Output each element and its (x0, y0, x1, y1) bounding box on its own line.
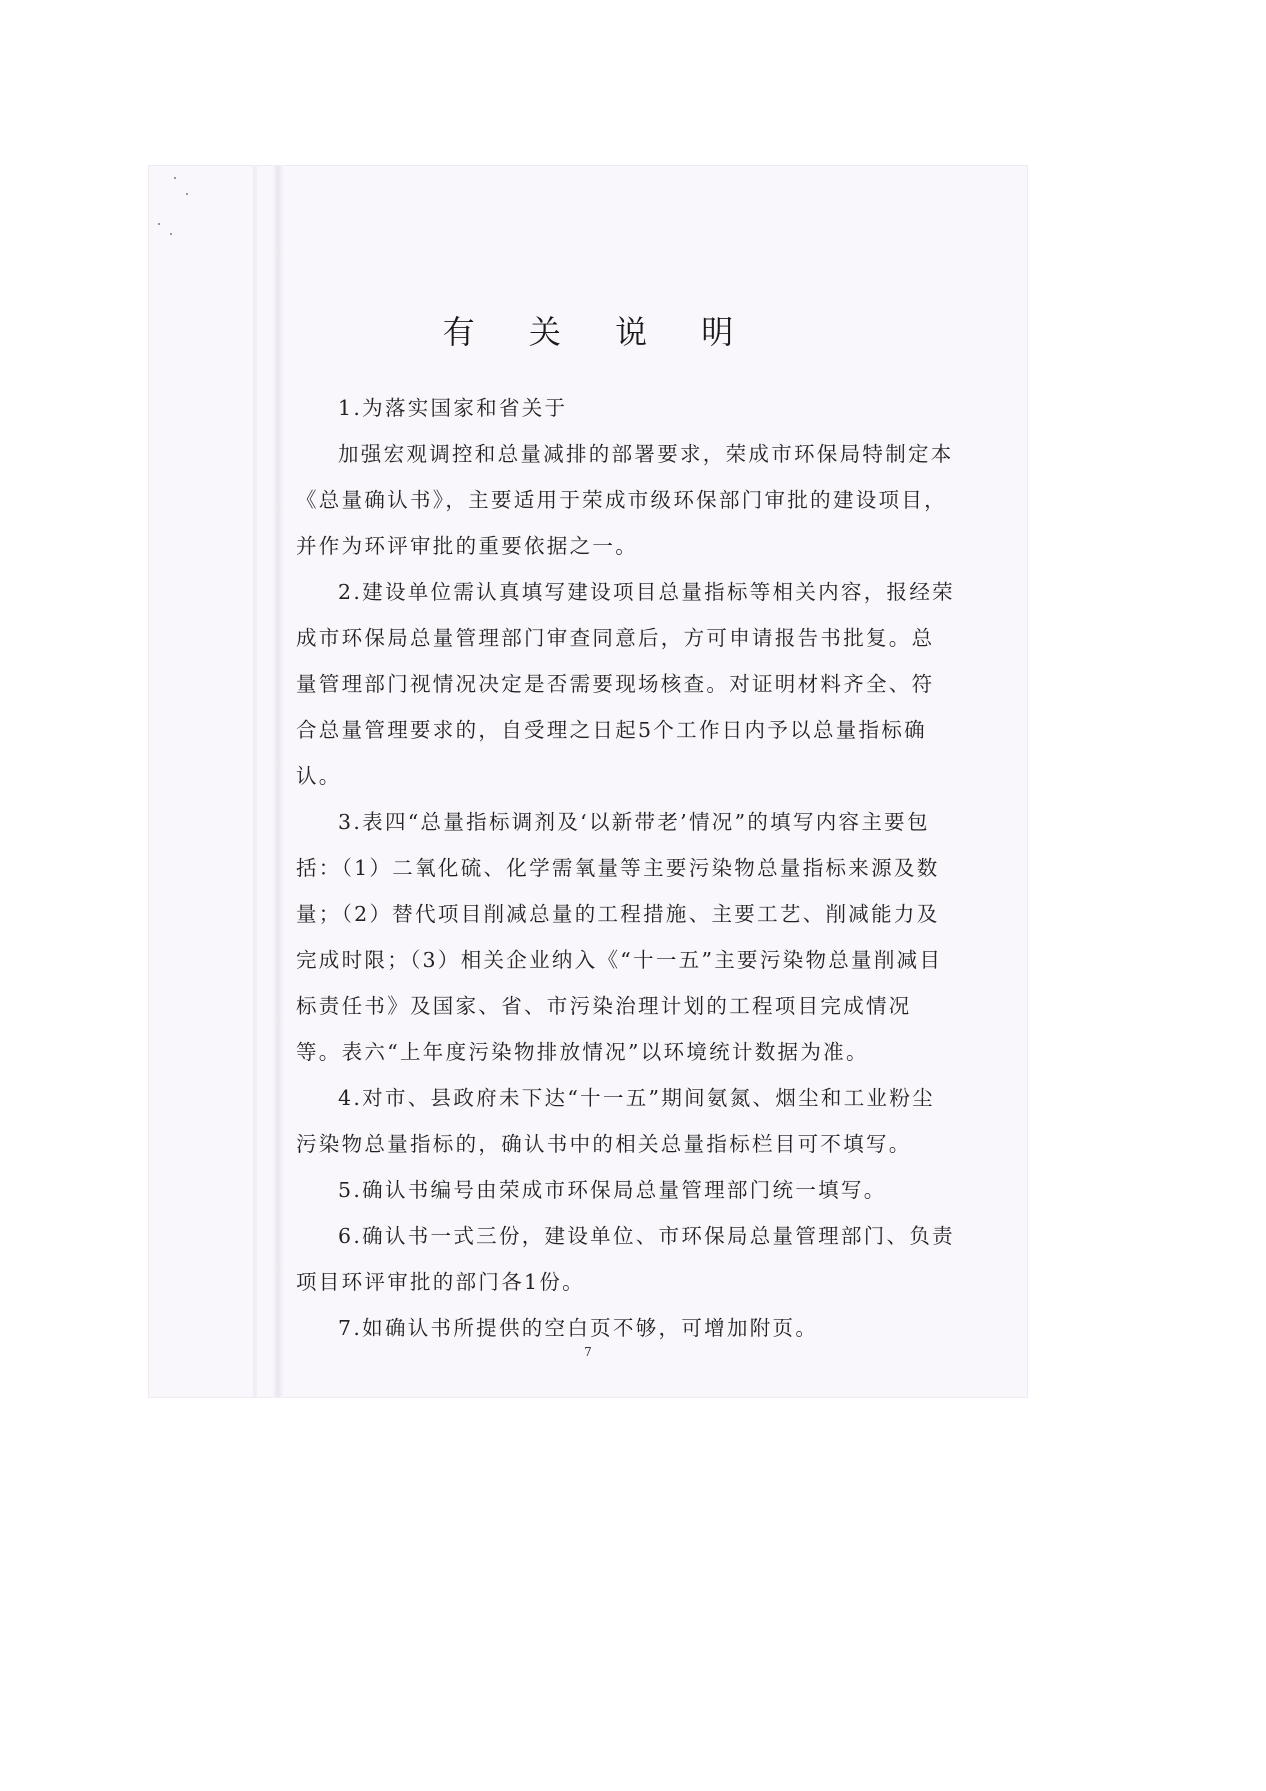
paragraph-2: 2.建设单位需认真填写建设项目总量指标等相关内容，报经荣成市环保局总量管理部门审查同意后，方可申请报告书批复。总量管理部门视情况决定是否需要现场核查。对证明材料齐全、符合总量管理要求的，自受理之日起5个工作日内予以总量指标确认。 (296, 580, 955, 788)
scan-speck (174, 177, 176, 179)
page-number: 7 (584, 1345, 592, 1359)
paragraph-1-continued: 加强宏观调控和总量减排的部署要求，荣成市环保局特制定本《总量确认书》，主要适用于荣成市级环保部门审批的建设项目，并作为环评审批的重要依据之一。 (296, 442, 954, 558)
scanned-page (148, 165, 1028, 1398)
paragraph-5: 5.确认书编号由荣成市环保局总量管理部门统一填写。 (338, 1178, 887, 1202)
paragraph-7: 7.如确认书所提供的空白页不够，可增加附页。 (338, 1316, 819, 1340)
document-title: 有 关 说 明 (442, 313, 756, 351)
paragraph-1: 1.为落实国家和省关于 (338, 396, 568, 420)
scan-speck (186, 193, 188, 195)
scan-speck (158, 223, 160, 225)
paragraph-4: 4.对市、县政府未下达“十一五”期间氨氮、烟尘和工业粉尘污染物总量指标的，确认书中的相关总量指标栏目可不填写。 (296, 1086, 935, 1156)
document-body (296, 385, 956, 1351)
paragraph-3: 3.表四“总量指标调剂及‘以新带老’情况”的填写内容主要包括：（1）二氧化硫、化学需氧量等主要污染物总量指标来源及数量；（2）替代项目削减总量的工程措施、主要工艺、削减能力及完成时限；（3）相关企业纳入《“十一五”主要污染物总量削减目标责任书》及国家、省、市污染治理计划的工程项目完成情况等。表六“上年度污染物排放情况”以环境统计数据为准。 (296, 810, 943, 1064)
paragraph-6: 6.确认书一式三份，建设单位、市环保局总量管理部门、负责项目环评审批的部门各1份。 (296, 1224, 955, 1294)
scan-speck (170, 233, 172, 235)
